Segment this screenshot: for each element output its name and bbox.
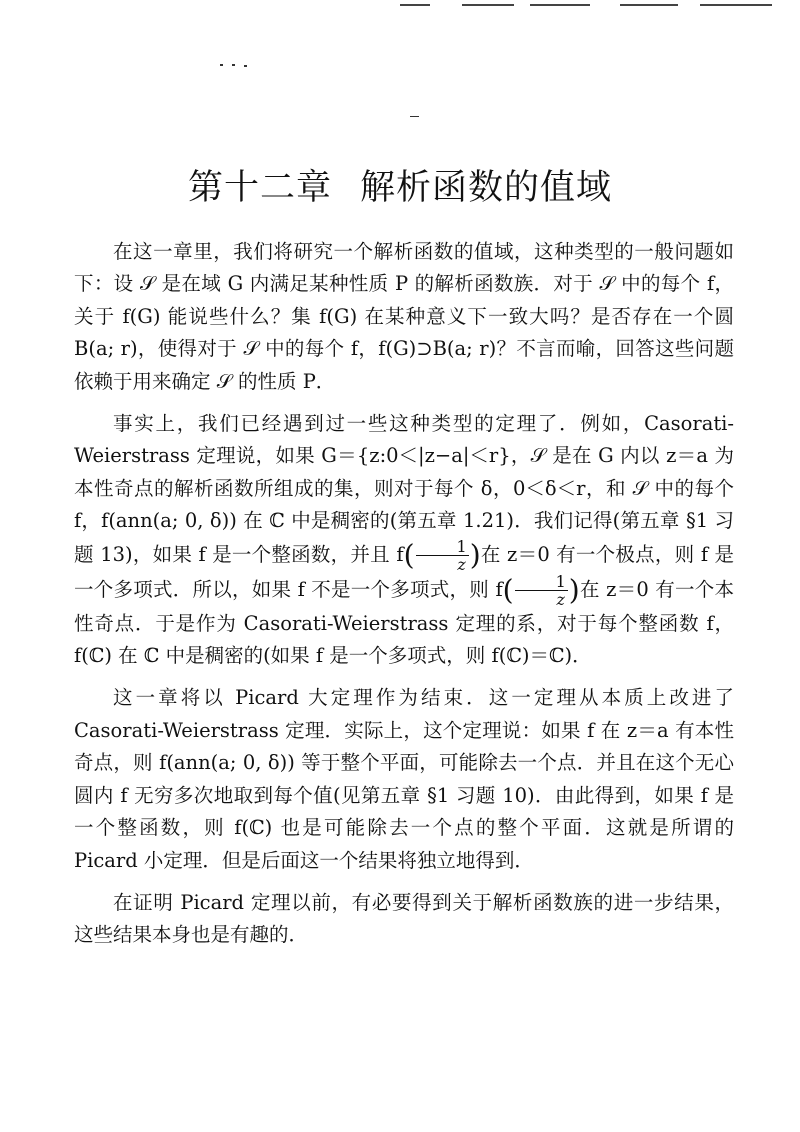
paren-close: ) [469,538,481,572]
fraction-numerator: 1 [416,538,469,556]
fraction-denominator: z [556,589,565,609]
body-text [74,236,734,952]
paragraph-casorati [74,408,734,672]
paragraph-intro: 在这一章里，我们将研究一个解析函数的值域，这种类型的一般问题如下：设 𝒮 是在域 G 内满足某种性质 P 的解析函数族．对于 𝒮 中的每个 f，关于 f(G) 能说些什么？集 f(G) 在某种意义下一致大吗？是否存在一个圆 B(a; r)，使得对于 𝒮 中的每个 f，f(G)⊃B(a; r)？不言而喻，回答这些问题依赖于用来确定 𝒮 的性质 P． [74,240,734,393]
scan-speck [232,64,235,66]
top-rule [462,4,514,6]
top-rule [400,4,430,6]
fraction-numerator: 1 [515,573,568,591]
scan-speck [410,116,419,117]
paren-close: ) [568,573,580,607]
chapter-number: 第十二章 [187,168,332,208]
top-rule [620,4,678,6]
paragraph-outlook: 在证明 Picard 定理以前，有必要得到关于解析函数族的进一步结果，这些结果本身也是有趣的． [74,890,734,947]
top-rule [530,4,590,6]
fraction-denominator: z [457,554,466,574]
paren-open: ( [502,573,514,607]
paragraph-casorati-part2: 在 z＝0 有一个极点，则 f 是一个多项式．所以，如果 f 不是一个多项式，则 f [74,542,734,601]
fraction-one-over-z [416,538,469,573]
paragraph-casorati-part3: 在 z＝0 有一个本性奇点．于是作为 Casorati-Weierstrass 定理的系，对于每个整函数 f，f(ℂ) 在 ℂ 中是稠密的(如果 f 是一个多项式，则 f(ℂ)＝ℂ)． [74,577,735,668]
chapter-title [0,160,800,210]
paragraph-casorati-part1: 事实上，我们已经遇到过一些这种类型的定理了．例如，Casorati-Weierstrass 定理说，如果 G＝{z:0＜|z−a|＜r}，𝒮 是在 G 内以 z＝a 为本性奇点的解析函数所组成的集，则对于每个 δ，0＜δ＜r，和 𝒮 中的每个 f，f(ann(a; 0, δ)) 在 ℂ 中是稠密的(第五章 1.21)．我们记得(第五章 §1 习题 13)，如果 f 是一个整函数，并且 f [74,412,734,566]
scan-speck [220,64,223,66]
chapter-name: 解析函数的值域 [360,168,613,208]
scan-speck [244,65,247,67]
paren-open: ( [403,538,415,572]
fraction-one-over-z [515,573,568,608]
paragraph-picard: 这一章将以 Picard 大定理作为结束．这一定理从本质上改进了 Casorati-Weierstrass 定理．实际上，这个定理说：如果 f 在 z＝a 有本性奇点，则 f(ann(a; 0, δ)) 等于整个平面，可能除去一个点．并且在这个无心圆内 f 无穷多次地取到每个值(见第五章 §1 习题 10)．由此得到，如果 f 是一个整函数，则 f(ℂ) 也是可能除去一个点的整个平面．这就是所谓的 Picard 小定理．但是后面这一个结果将独立地得到． [74,686,734,872]
top-rule [700,4,772,6]
